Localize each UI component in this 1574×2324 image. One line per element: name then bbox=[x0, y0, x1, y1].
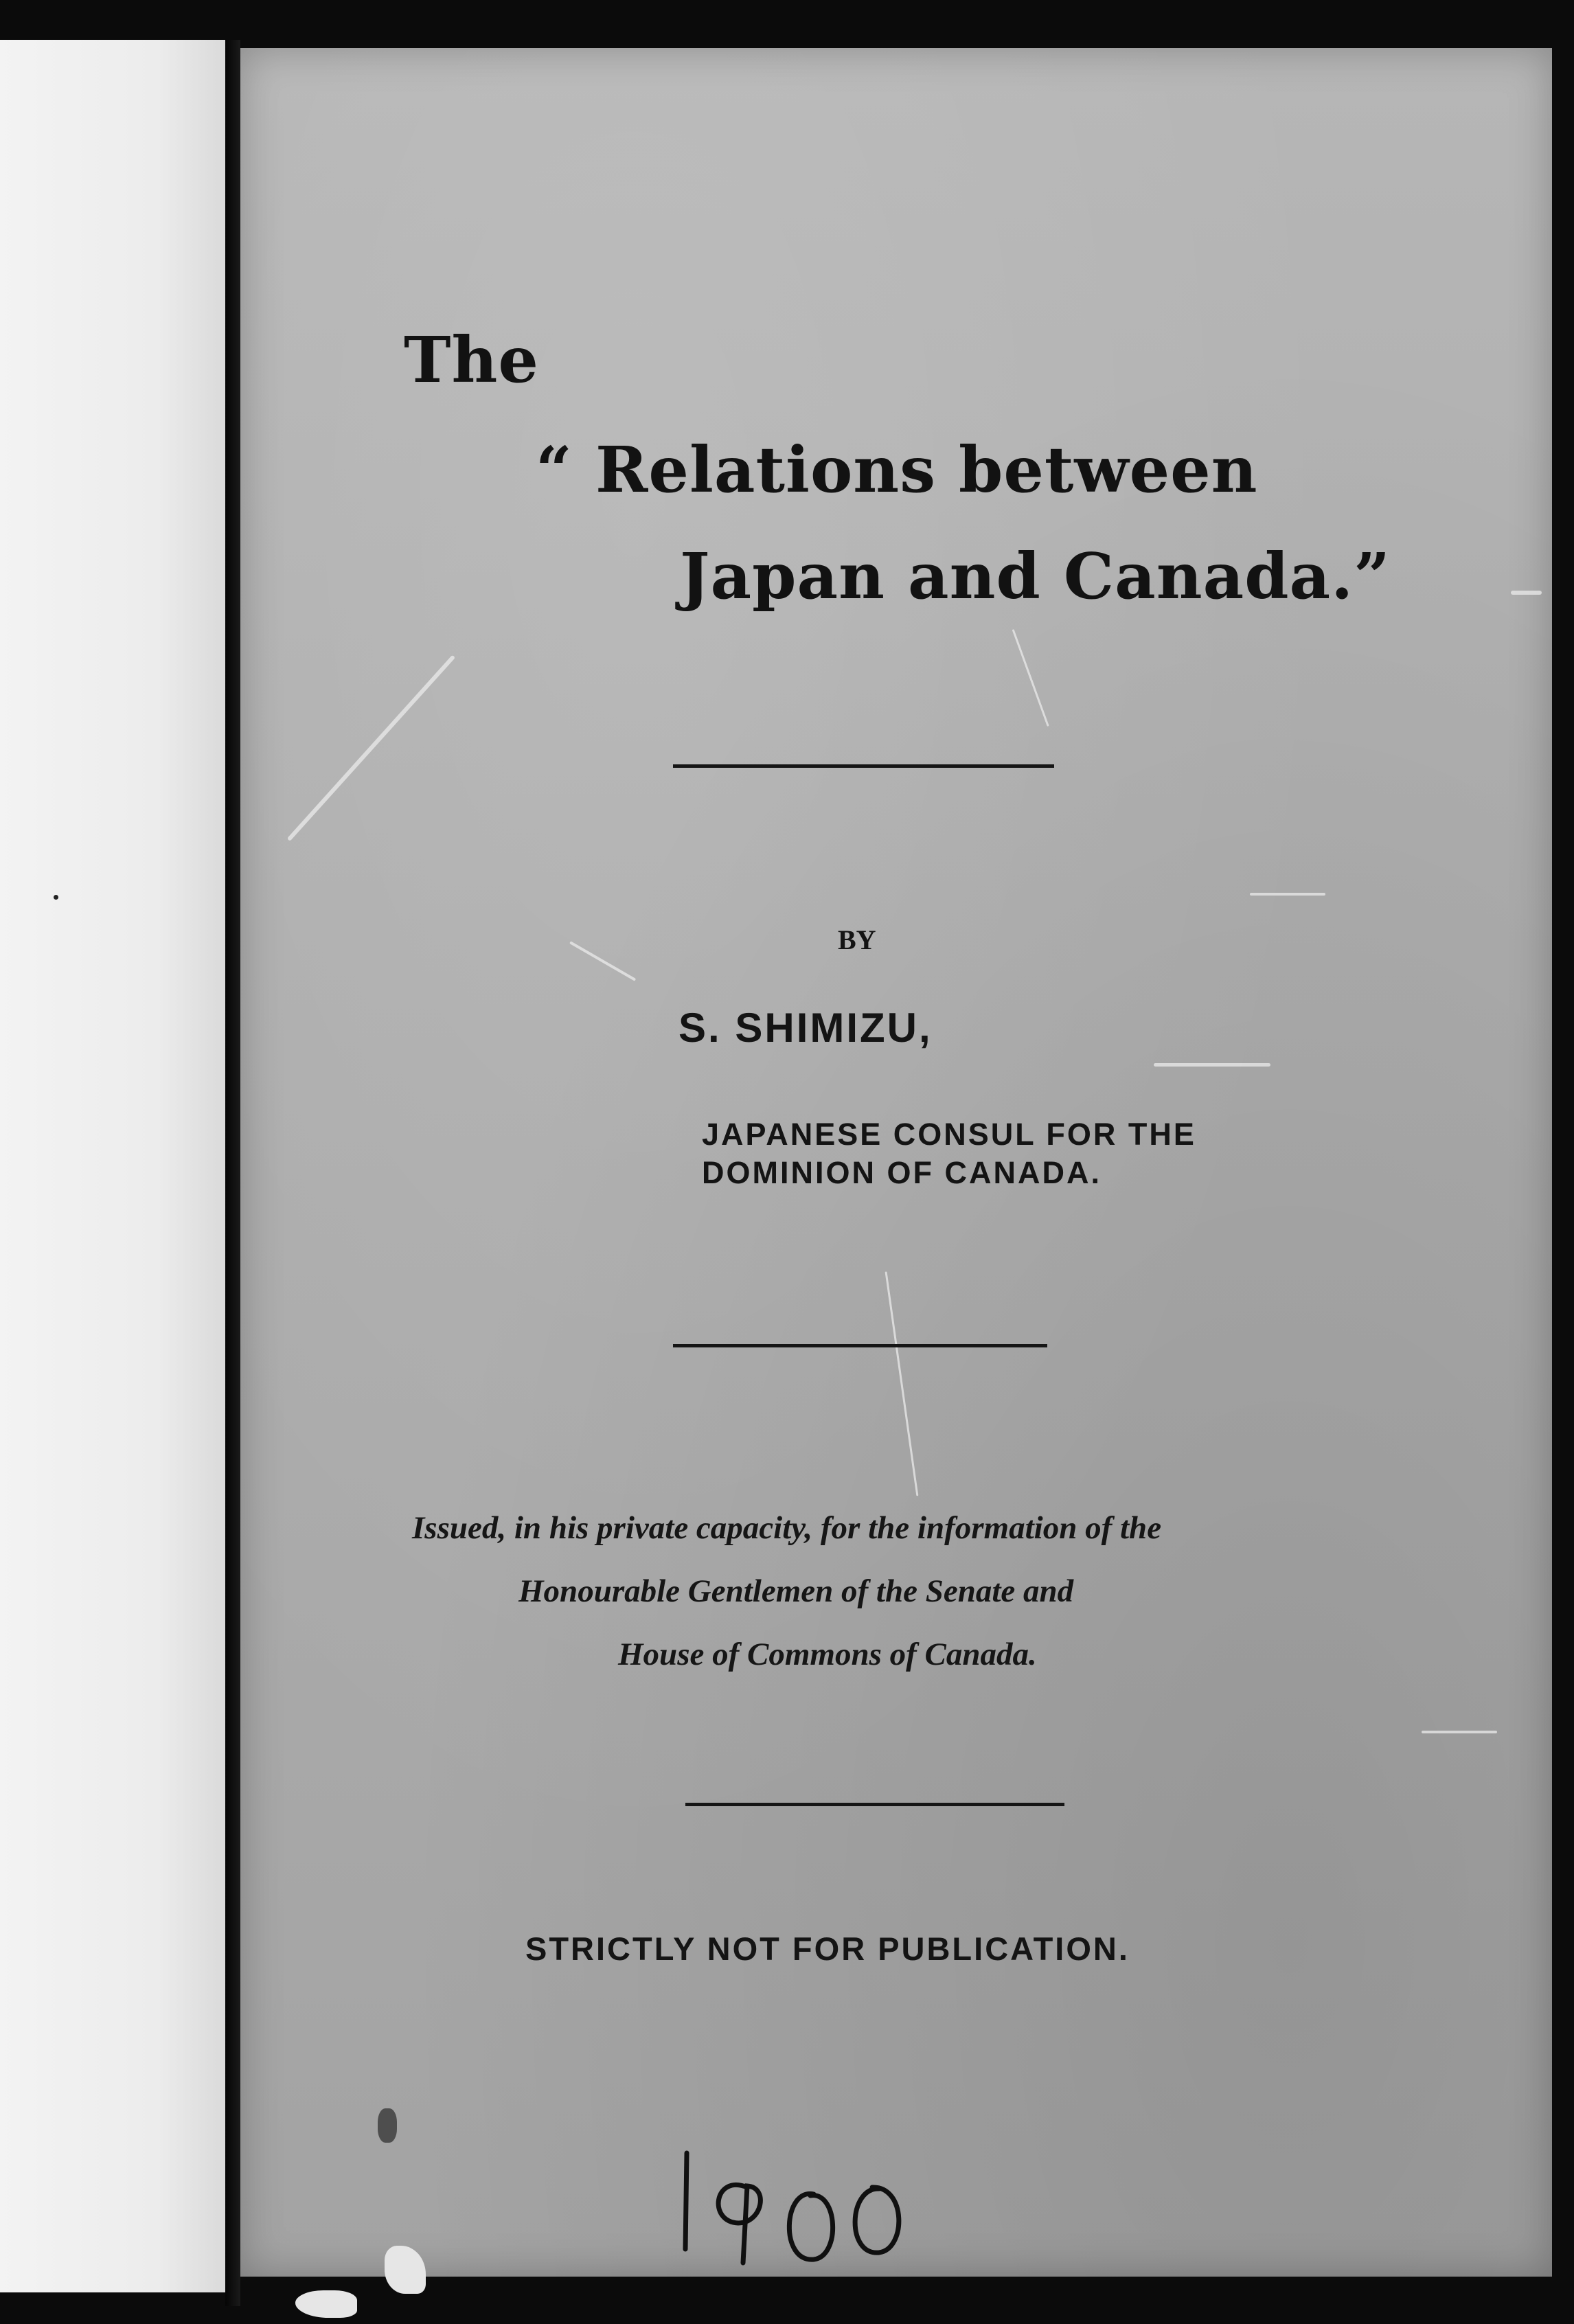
speck bbox=[54, 895, 58, 900]
issued-statement-line-2: Honourable Gentlemen of the Senate and bbox=[518, 1573, 1074, 1609]
paper-scratch bbox=[885, 1271, 919, 1496]
spine-shadow bbox=[225, 40, 240, 2306]
paper-scratch bbox=[287, 654, 455, 841]
divider-rule bbox=[673, 1344, 1047, 1347]
divider-rule bbox=[673, 764, 1054, 768]
facing-page-edge bbox=[0, 40, 225, 2292]
publication-notice: STRICTLY NOT FOR PUBLICATION. bbox=[525, 1930, 1130, 1967]
issued-statement-line-1: Issued, in his private capacity, for the information of the bbox=[412, 1510, 1162, 1546]
pamphlet-cover bbox=[240, 48, 1552, 2277]
paper-scratch bbox=[1012, 629, 1049, 727]
torn-paper-fragment bbox=[295, 2290, 357, 2318]
byline-label: BY bbox=[838, 924, 876, 955]
author-role-line-1: JAPANESE CONSUL FOR THE bbox=[702, 1117, 1196, 1152]
ink-blot bbox=[378, 2108, 397, 2143]
paper-scratch bbox=[1422, 1731, 1497, 1733]
handwritten-year bbox=[666, 2146, 927, 2277]
title-line-1: “ Relations between bbox=[536, 433, 1258, 507]
divider-rule bbox=[685, 1803, 1064, 1806]
issued-statement-line-3: House of Commons of Canada. bbox=[618, 1637, 1037, 1672]
title-word-the: The bbox=[404, 323, 539, 397]
author-role-line-2: DOMINION OF CANADA. bbox=[702, 1155, 1102, 1190]
paper-scratch bbox=[1511, 591, 1542, 595]
paper-scratch bbox=[569, 941, 636, 981]
paper-scratch bbox=[1154, 1063, 1270, 1067]
author-name: S. SHIMIZU, bbox=[678, 1005, 933, 1051]
title-line-2: Japan and Canada.” bbox=[680, 539, 1391, 613]
paper-scratch bbox=[1250, 893, 1325, 896]
